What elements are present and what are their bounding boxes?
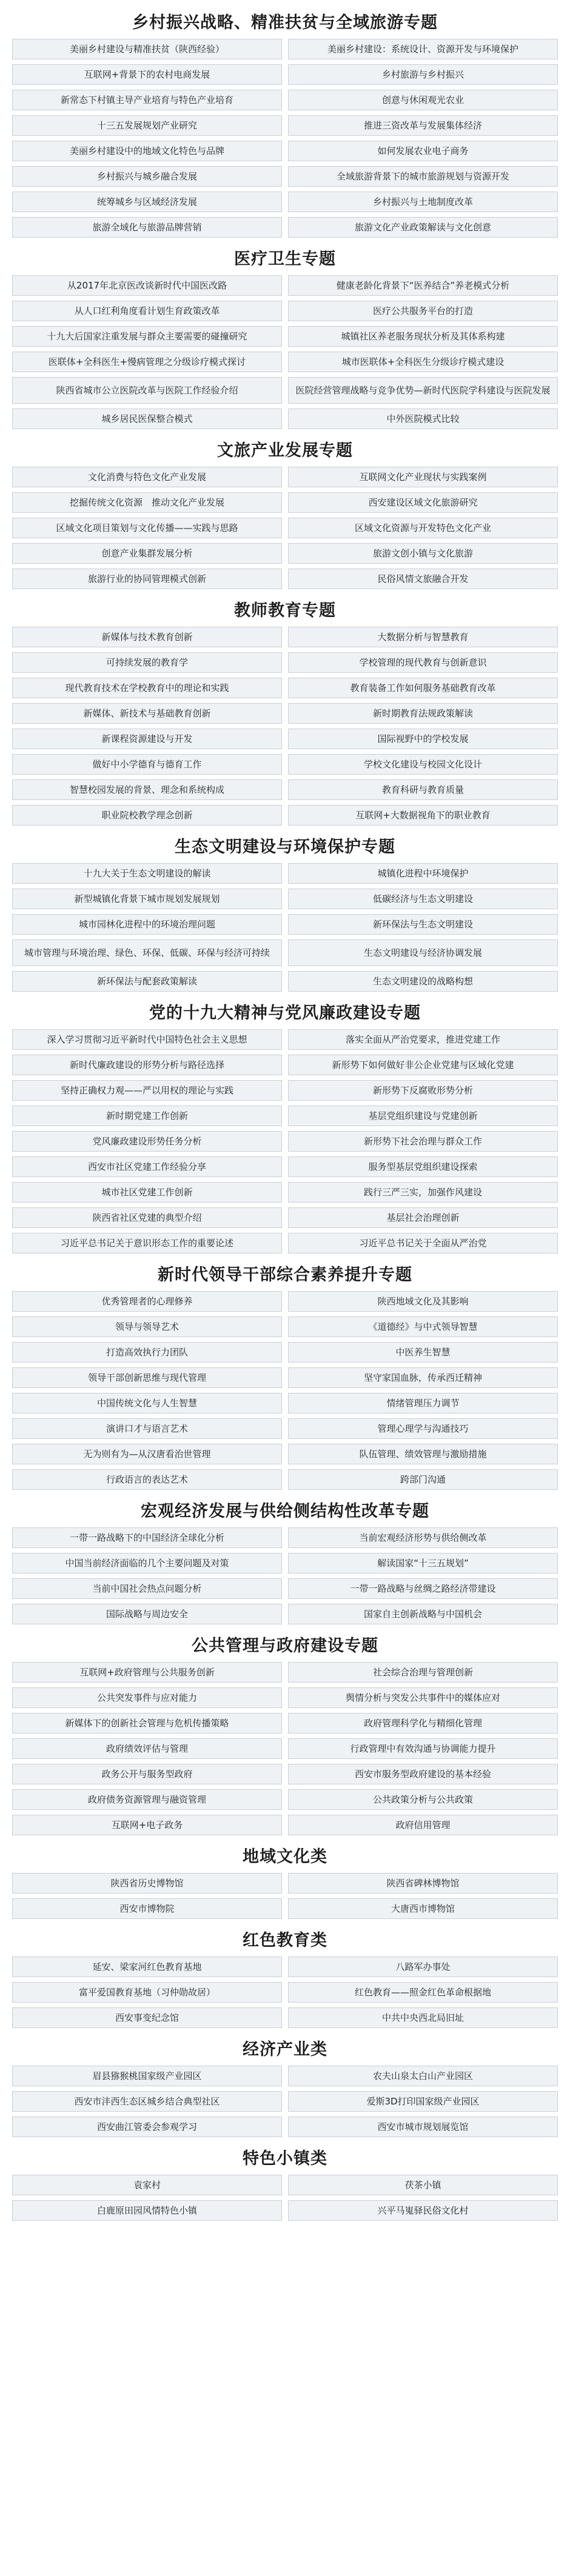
topic-section xyxy=(12,247,558,429)
topic-item-button[interactable]: 跨部门沟通 xyxy=(288,1469,558,1490)
topic-row xyxy=(12,703,558,724)
topic-item-button[interactable]: 城市管理与环境治理、绿色、环保、低碳、环保与经济可持续 xyxy=(12,939,282,966)
topic-row xyxy=(12,377,558,404)
topic-item-button[interactable]: 学校文化建设与校园文化设计 xyxy=(288,754,558,775)
topic-row xyxy=(12,1393,558,1413)
topic-row xyxy=(12,1469,558,1490)
topic-row xyxy=(12,1764,558,1784)
topic-grid xyxy=(12,1873,558,1919)
topic-item-button[interactable]: 队伍管理、绩效管理与激励措施 xyxy=(288,1444,558,1464)
topic-item-button[interactable]: 城镇社区养老服务现状分析及其体系构建 xyxy=(288,326,558,347)
topic-row xyxy=(12,1055,558,1075)
topic-item-button[interactable]: 西安市社区党建工作经验分享 xyxy=(12,1156,282,1177)
topic-item-button[interactable]: 全域旅游背景下的城市旅游规划与资源开发 xyxy=(288,166,558,187)
topic-row xyxy=(12,863,558,884)
topic-row xyxy=(12,652,558,673)
topic-item-button[interactable]: 区域文化项目策划与文化传播——实践与思路 xyxy=(12,518,282,538)
topic-item-button[interactable]: 现代教育技术在学校教育中的理论和实践 xyxy=(12,678,282,698)
topic-row xyxy=(12,2117,558,2137)
topic-section xyxy=(12,1263,558,1490)
topic-item-button[interactable]: 《道德经》与中式领导智慧 xyxy=(288,1316,558,1337)
topic-item-button[interactable]: 旅游行业的协同管理模式创新 xyxy=(12,569,282,589)
section-title: 教师教育专题 xyxy=(234,601,336,620)
topic-grid xyxy=(12,863,558,992)
topic-item-button[interactable]: 管理心理学与沟通技巧 xyxy=(288,1418,558,1439)
topic-section xyxy=(12,2038,558,2137)
section-title: 经济产业类 xyxy=(243,2040,327,2059)
topic-item-button[interactable]: 西安市服务型政府建设的基本经验 xyxy=(288,1764,558,1784)
topic-item-button[interactable]: 从2017年北京医改谈新时代中国医改路 xyxy=(12,275,282,296)
topic-row xyxy=(12,1342,558,1363)
topic-grid xyxy=(12,275,558,429)
topic-item-button[interactable]: 社会综合治理与管理创新 xyxy=(288,1662,558,1683)
topic-item-button[interactable]: 可持续发展的教育学 xyxy=(12,652,282,673)
topic-row xyxy=(12,301,558,321)
topic-item-button[interactable]: 一带一路战略与丝绸之路经济带建设 xyxy=(288,1578,558,1599)
topic-row xyxy=(12,1156,558,1177)
topic-row xyxy=(12,805,558,826)
topic-row xyxy=(12,115,558,136)
topic-row xyxy=(12,39,558,59)
topic-item-button[interactable]: 中共中央西北局旧址 xyxy=(288,2007,558,2028)
topic-item-button[interactable]: 美丽乡村建设中的地域文化特色与品牌 xyxy=(12,141,282,161)
topic-row xyxy=(12,1738,558,1759)
topic-row xyxy=(12,1444,558,1464)
topic-row xyxy=(12,754,558,775)
topic-item-button[interactable]: 基层社会治理创新 xyxy=(288,1207,558,1228)
topic-item-button[interactable]: 互联网+背景下的农村电商发展 xyxy=(12,64,282,85)
topic-item-button[interactable]: 领导与领导艺术 xyxy=(12,1316,282,1337)
topic-item-button[interactable]: 西安市城市规划展览馆 xyxy=(288,2117,558,2137)
topic-item-button[interactable]: 眉县猕猴桃国家级产业园区 xyxy=(12,2066,282,2086)
topic-item-button[interactable]: 十九大后国家注重发展与群众主要需要的碰撞研究 xyxy=(12,326,282,347)
topic-item-button[interactable]: 一带一路战略下的中国经济全球化分析 xyxy=(12,1527,282,1548)
topic-item-button[interactable]: 乡村振兴与土地制度改革 xyxy=(288,192,558,212)
topic-item-button[interactable]: 新时代廉政建设的形势分析与路径选择 xyxy=(12,1055,282,1075)
topic-grid xyxy=(12,1527,558,1624)
topic-row xyxy=(12,90,558,110)
topic-row xyxy=(12,518,558,538)
topic-item-button[interactable]: 互联网+电子政务 xyxy=(12,1815,282,1835)
topic-item-button[interactable]: 政务公开与服务型政府 xyxy=(12,1764,282,1784)
topic-item-button[interactable]: 新环保法与生态文明建设 xyxy=(288,914,558,935)
topic-grid xyxy=(12,1029,558,1253)
topic-item-button[interactable]: 旅游文化产业政策解读与文化创意 xyxy=(288,217,558,238)
topic-row xyxy=(12,492,558,513)
topic-row xyxy=(12,326,558,347)
topic-row xyxy=(12,1367,558,1388)
topic-row xyxy=(12,1982,558,2003)
topic-item-button[interactable]: 创意产业集群发展分析 xyxy=(12,543,282,564)
topic-item-button[interactable]: 统筹城乡与区域经济发展 xyxy=(12,192,282,212)
topic-row xyxy=(12,1029,558,1050)
topic-grid xyxy=(12,1957,558,2028)
topic-item-button[interactable]: 解读国家“十三五规划” xyxy=(288,1553,558,1573)
topic-row xyxy=(12,1080,558,1101)
topic-item-button[interactable]: 新时期党建工作创新 xyxy=(12,1106,282,1126)
topic-section xyxy=(12,1845,558,1919)
topic-item-button[interactable]: 教育装备工作如何服务基础教育改革 xyxy=(288,678,558,698)
topic-section xyxy=(12,439,558,589)
topic-item-button[interactable]: 践行三严三实，加强作风建设 xyxy=(288,1182,558,1203)
topic-item-button[interactable]: 演讲口才与语言艺术 xyxy=(12,1418,282,1439)
topic-item-button[interactable]: 基层党组织建设与党建创新 xyxy=(288,1106,558,1126)
topic-item-button[interactable]: 学校管理的现代教育与创新意识 xyxy=(288,652,558,673)
topic-item-button[interactable]: 从人口红利角度看计划生育政策改革 xyxy=(12,301,282,321)
topic-item-button[interactable]: 互联网+政府管理与公共服务创新 xyxy=(12,1662,282,1683)
topic-item-button[interactable]: 城市社区党建工作创新 xyxy=(12,1182,282,1203)
topic-item-button[interactable]: 推进三资改革与发展集体经济 xyxy=(288,115,558,136)
topic-item-button[interactable]: 国家自主创新战略与中国机会 xyxy=(288,1604,558,1624)
topic-item-button[interactable]: 新形势下社会治理与群众工作 xyxy=(288,1131,558,1152)
topic-row xyxy=(12,1957,558,1977)
topic-item-button[interactable]: 创意与休闲观光农业 xyxy=(288,90,558,110)
topic-grid xyxy=(12,1291,558,1490)
topic-grid xyxy=(12,2175,558,2221)
topic-item-button[interactable]: 城市园林化进程中的环境治理问题 xyxy=(12,914,282,935)
topic-item-button[interactable]: 乡村旅游与乡村振兴 xyxy=(288,64,558,85)
topic-item-button[interactable]: 民俗风情文旅融合开发 xyxy=(288,569,558,589)
topic-item-button[interactable]: 打造高效执行力团队 xyxy=(12,1342,282,1363)
topic-item-button[interactable]: 互联网文化产业现状与实践案例 xyxy=(288,467,558,487)
topic-row xyxy=(12,166,558,187)
topic-row xyxy=(12,1687,558,1708)
topic-grid xyxy=(12,1662,558,1835)
topic-item-button[interactable]: 做好中小学德育与德育工作 xyxy=(12,754,282,775)
topic-section xyxy=(12,1929,558,2028)
topic-row xyxy=(12,1873,558,1894)
topic-row xyxy=(12,275,558,296)
topic-item-button[interactable]: 富平爱国教育基地（习仲勋故居） xyxy=(12,1982,282,2003)
topic-item-button[interactable]: 优秀管理者的心理修养 xyxy=(12,1291,282,1312)
topic-row xyxy=(12,1182,558,1203)
topic-item-button[interactable]: 美丽乡村建设：系统设计、资源开发与环境保护 xyxy=(288,39,558,59)
section-title: 新时代领导干部综合素养提升专题 xyxy=(158,1266,412,1284)
topic-section xyxy=(12,1634,558,1835)
topic-section xyxy=(12,1500,558,1624)
topic-row xyxy=(12,2200,558,2221)
topic-item-button[interactable]: 陕西省社区党建的典型介绍 xyxy=(12,1207,282,1228)
topic-row xyxy=(12,217,558,238)
topic-item-button[interactable]: 新环保法与配套政策解读 xyxy=(12,971,282,992)
topic-section xyxy=(12,2147,558,2221)
topic-row xyxy=(12,409,558,429)
topic-item-button[interactable]: 十三五发展规划产业研究 xyxy=(12,115,282,136)
topic-item-button[interactable]: 城镇化进程中环境保护 xyxy=(288,863,558,884)
topic-item-button[interactable]: 新常态下村镇主导产业培育与特色产业培育 xyxy=(12,90,282,110)
topic-row xyxy=(12,889,558,909)
topic-item-button[interactable]: 八路军办事处 xyxy=(288,1957,558,1977)
topic-item-button[interactable]: 公共突发事件与应对能力 xyxy=(12,1687,282,1708)
topic-item-button[interactable]: 兴平马嵬驿民俗文化村 xyxy=(288,2200,558,2221)
topic-item-button[interactable]: 区域文化资源与开发特色文化产业 xyxy=(288,518,558,538)
topic-item-button[interactable]: 政府管理科学化与精细化管理 xyxy=(288,1713,558,1733)
section-title: 党的十九大精神与党风廉政建设专题 xyxy=(149,1004,421,1023)
section-title: 文旅产业发展专题 xyxy=(217,441,353,460)
topic-item-button[interactable]: 旅游文创小镇与文化旅游 xyxy=(288,543,558,564)
topic-item-button[interactable]: 习近平总书记关于全面从严治党 xyxy=(288,1233,558,1253)
topic-item-button[interactable]: 医院经营管理战略与竞争优势—新时代医院学科建设与医院发展 xyxy=(288,377,558,404)
topic-item-button[interactable]: 西安建设区域文化旅游研究 xyxy=(288,492,558,513)
topic-row xyxy=(12,627,558,647)
topic-item-button[interactable]: 习近平总书记关于意识形态工作的重要论述 xyxy=(12,1233,282,1253)
topic-item-button[interactable]: 新媒体与技术教育创新 xyxy=(12,627,282,647)
topic-row xyxy=(12,1898,558,1919)
topic-item-button[interactable]: 爱斯3D打印国家级产业园区 xyxy=(288,2091,558,2112)
topic-item-button[interactable]: 舆情分析与突发公共事件中的媒体应对 xyxy=(288,1687,558,1708)
topic-item-button[interactable]: 当前中国社会热点问题分析 xyxy=(12,1578,282,1599)
topic-item-button[interactable]: 袁家村 xyxy=(12,2175,282,2195)
topic-row xyxy=(12,467,558,487)
topic-item-button[interactable]: 互联网+大数据视角下的职业教育 xyxy=(288,805,558,826)
topic-row xyxy=(12,1553,558,1573)
topic-item-button[interactable]: 乡村振兴与城乡融合发展 xyxy=(12,166,282,187)
topic-item-button[interactable]: 中医养生智慧 xyxy=(288,1342,558,1363)
topic-row xyxy=(12,1291,558,1312)
topic-section xyxy=(12,1001,558,1253)
topic-item-button[interactable]: 农夫山泉太白山产业园区 xyxy=(288,2066,558,2086)
topic-item-button[interactable]: 政府债务资源管理与融资管理 xyxy=(12,1789,282,1810)
topic-item-button[interactable]: 服务型基层党组织建设探索 xyxy=(288,1156,558,1177)
topic-row xyxy=(12,1418,558,1439)
topic-item-button[interactable]: 陕西省城市公立医院改革与医院工作经验介绍 xyxy=(12,377,282,404)
topic-item-button[interactable]: 坚守家国血脉，传承西迁精神 xyxy=(288,1367,558,1388)
topic-section xyxy=(12,835,558,992)
topic-row xyxy=(12,779,558,800)
topic-item-button[interactable]: 城市医联体+全科医生分级诊疗模式建设 xyxy=(288,352,558,372)
topic-item-button[interactable]: 中国当前经济面临的几个主要问题及对策 xyxy=(12,1553,282,1573)
topic-item-button[interactable]: 政府信用管理 xyxy=(288,1815,558,1835)
topic-item-button[interactable]: 国际战略与周边安全 xyxy=(12,1604,282,1624)
topic-row xyxy=(12,352,558,372)
topic-item-button[interactable]: 行政管理中有效沟通与协调能力提升 xyxy=(288,1738,558,1759)
topic-row xyxy=(12,192,558,212)
topic-item-button[interactable]: 领导干部创新思维与现代管理 xyxy=(12,1367,282,1388)
topic-item-button[interactable]: 新媒体、新技术与基础教育创新 xyxy=(12,703,282,724)
topic-item-button[interactable]: 党风廉政建设形势任务分析 xyxy=(12,1131,282,1152)
topic-row xyxy=(12,1662,558,1683)
topic-item-button[interactable]: 大数据分析与智慧教育 xyxy=(288,627,558,647)
topic-item-button[interactable]: 职业院校教学理念创新 xyxy=(12,805,282,826)
topic-section xyxy=(12,11,558,238)
topic-item-button[interactable]: 情绪管理压力调节 xyxy=(288,1393,558,1413)
topic-row xyxy=(12,1527,558,1548)
topic-row xyxy=(12,1578,558,1599)
topic-row xyxy=(12,2007,558,2028)
topic-row xyxy=(12,729,558,749)
topic-item-button[interactable]: 新型城镇化背景下城市规划发展规划 xyxy=(12,889,282,909)
topic-item-button[interactable]: 延安、梁家河红色教育基地 xyxy=(12,1957,282,1977)
topic-item-button[interactable]: 生态文明建设的战略构想 xyxy=(288,971,558,992)
topic-item-button[interactable]: 新形势下如何做好非公企业党建与区域化党建 xyxy=(288,1055,558,1075)
section-title: 特色小镇类 xyxy=(243,2149,327,2168)
topic-item-button[interactable]: 如何发展农业电子商务 xyxy=(288,141,558,161)
topic-grid xyxy=(12,2066,558,2137)
topic-item-button[interactable]: 陕西省历史博物馆 xyxy=(12,1873,282,1894)
topic-item-button[interactable]: 白鹿原田园风情特色小镇 xyxy=(12,2200,282,2221)
topic-item-button[interactable]: 坚持正确权力观——严以用权的理论与实践 xyxy=(12,1080,282,1101)
topic-row xyxy=(12,2091,558,2112)
topic-item-button[interactable]: 新课程资源建设与开发 xyxy=(12,729,282,749)
topic-row xyxy=(12,2175,558,2195)
topic-item-button[interactable]: 新形势下反腐败形势分析 xyxy=(288,1080,558,1101)
topic-item-button[interactable]: 新时期教育法规政策解读 xyxy=(288,703,558,724)
topic-row xyxy=(12,1106,558,1126)
topic-item-button[interactable]: 西安市沣西生态区城乡结合典型社区 xyxy=(12,2091,282,2112)
topic-section xyxy=(12,599,558,826)
topic-row xyxy=(12,64,558,85)
topic-row xyxy=(12,1233,558,1253)
topic-item-button[interactable]: 挖掘传统文化资源 推动文化产业发展 xyxy=(12,492,282,513)
topic-item-button[interactable]: 陕西省碑林博物馆 xyxy=(288,1873,558,1894)
topic-item-button[interactable]: 低碳经济与生态文明建设 xyxy=(288,889,558,909)
topic-row xyxy=(12,939,558,966)
topic-grid xyxy=(12,39,558,238)
section-title: 生态文明建设与环境保护专题 xyxy=(175,838,395,856)
topic-item-button[interactable]: 深入学习贯彻习近平新时代中国特色社会主义思想 xyxy=(12,1029,282,1050)
section-title: 公共管理与政府建设专题 xyxy=(192,1637,378,1655)
topic-item-button[interactable]: 中外医院模式比较 xyxy=(288,409,558,429)
topic-item-button[interactable]: 西安市博物院 xyxy=(12,1898,282,1919)
topic-item-button[interactable]: 中国传统文化与人生智慧 xyxy=(12,1393,282,1413)
section-title: 乡村振兴战略、精准扶贫与全域旅游专题 xyxy=(132,13,438,32)
topic-item-button[interactable]: 政府绩效评估与管理 xyxy=(12,1738,282,1759)
topic-row xyxy=(12,678,558,698)
topic-row xyxy=(12,1604,558,1624)
topic-item-button[interactable]: 行政语言的表达艺术 xyxy=(12,1469,282,1490)
topic-item-button[interactable]: 国际视野中的学校发展 xyxy=(288,729,558,749)
topic-item-button[interactable]: 红色教育——照金红色革命根据地 xyxy=(288,1982,558,2003)
topic-item-button[interactable]: 医疗公共服务平台的打造 xyxy=(288,301,558,321)
topic-item-button[interactable]: 当前宏观经济形势与供给侧改革 xyxy=(288,1527,558,1548)
topic-row xyxy=(12,914,558,935)
section-title: 地域文化类 xyxy=(243,1847,327,1866)
topic-row xyxy=(12,1131,558,1152)
topic-item-button[interactable]: 健康老龄化背景下“医养结合”养老模式分析 xyxy=(288,275,558,296)
topic-row xyxy=(12,1789,558,1810)
topic-item-button[interactable]: 生态文明建设与经济协调发展 xyxy=(288,939,558,966)
topic-item-button[interactable]: 陕西地域文化及其影响 xyxy=(288,1291,558,1312)
topic-item-button[interactable]: 十九大关于生态文明建设的解读 xyxy=(12,863,282,884)
topic-item-button[interactable]: 教育科研与教育质量 xyxy=(288,779,558,800)
topic-item-button[interactable]: 旅游全域化与旅游品牌营销 xyxy=(12,217,282,238)
topic-item-button[interactable]: 医联体+全科医生+慢病管理之分级诊疗模式探讨 xyxy=(12,352,282,372)
topic-item-button[interactable]: 茯茶小镇 xyxy=(288,2175,558,2195)
topic-item-button[interactable]: 公共政策分析与公共政策 xyxy=(288,1789,558,1810)
topic-grid xyxy=(12,467,558,589)
topic-row xyxy=(12,1207,558,1228)
topic-row xyxy=(12,2066,558,2086)
topic-item-button[interactable]: 城乡居民医保整合模式 xyxy=(12,409,282,429)
topic-row xyxy=(12,1713,558,1733)
topic-grid xyxy=(12,627,558,826)
topic-catalog xyxy=(12,0,558,2243)
topic-row xyxy=(12,1316,558,1337)
topic-item-button[interactable]: 新媒体下的创新社会管理与危机传播策略 xyxy=(12,1713,282,1733)
topic-row xyxy=(12,543,558,564)
section-title: 医疗卫生专题 xyxy=(234,250,336,269)
section-title: 宏观经济发展与供给侧结构性改革专题 xyxy=(141,1502,429,1521)
topic-row xyxy=(12,569,558,589)
topic-row xyxy=(12,971,558,992)
topic-item-button[interactable]: 西安事变纪念馆 xyxy=(12,2007,282,2028)
topic-item-button[interactable]: 大唐西市博物馆 xyxy=(288,1898,558,1919)
topic-item-button[interactable]: 无为则有为—从汉唐看治世管理 xyxy=(12,1444,282,1464)
topic-row xyxy=(12,141,558,161)
topic-row xyxy=(12,1815,558,1835)
topic-item-button[interactable]: 文化消费与特色文化产业发展 xyxy=(12,467,282,487)
topic-item-button[interactable]: 西安曲江管委会参观学习 xyxy=(12,2117,282,2137)
topic-item-button[interactable]: 美丽乡村建设与精准扶贫（陕西经验） xyxy=(12,39,282,59)
topic-item-button[interactable]: 落实全面从严治党要求，推进党建工作 xyxy=(288,1029,558,1050)
section-title: 红色教育类 xyxy=(243,1931,327,1950)
topic-item-button[interactable]: 智慧校园发展的背景、理念和系统构成 xyxy=(12,779,282,800)
